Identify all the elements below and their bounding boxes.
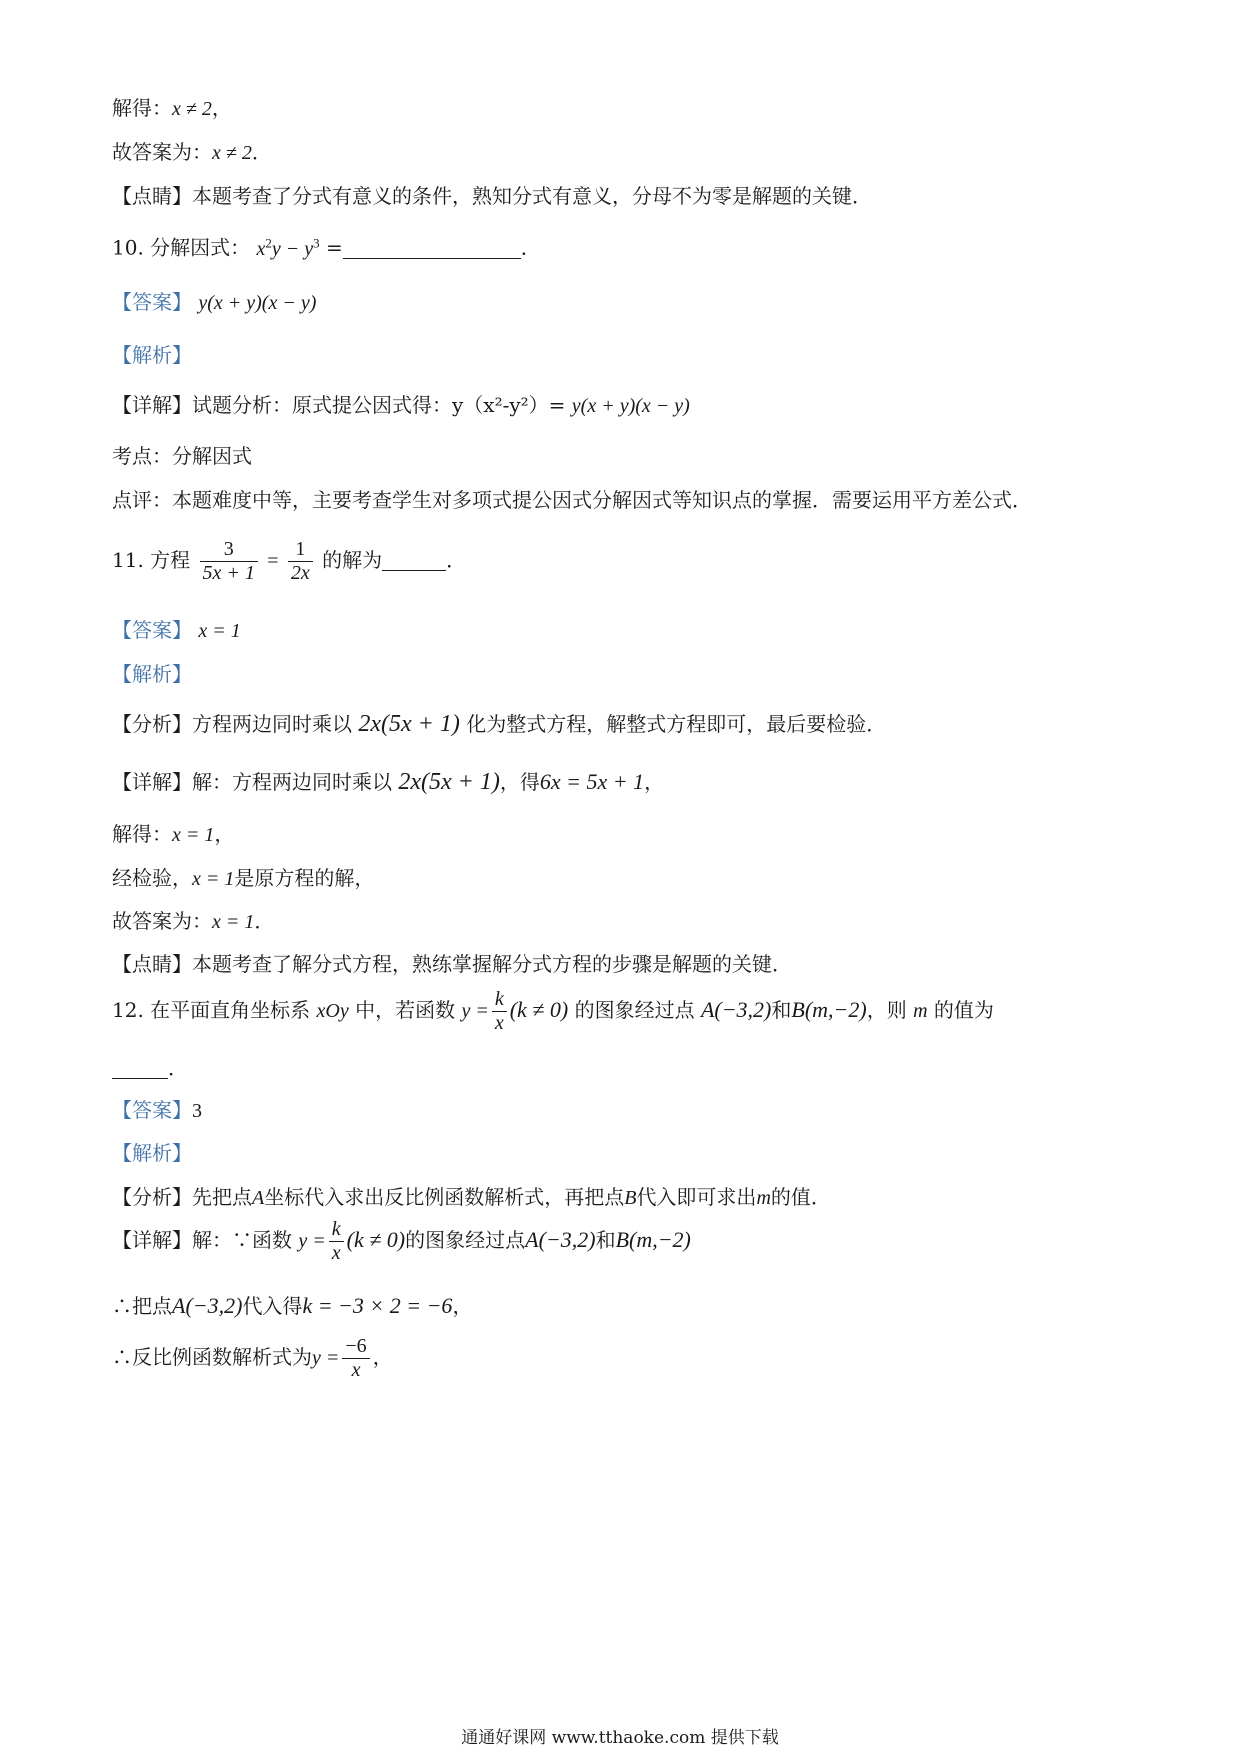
text: 和 [771, 998, 792, 1022]
math: x = 1 [192, 868, 235, 890]
math: k = −3 × 2 = −6 [302, 1293, 453, 1318]
question-number: 12. [112, 998, 144, 1022]
text: 本题考查了解分式方程，熟练掌握解分式方程的步骤是解题的关键． [192, 952, 792, 976]
q11-final [112, 911, 274, 932]
q11-solve [112, 824, 234, 845]
numerator: 1 [288, 538, 313, 562]
text: ． [168, 1056, 188, 1080]
q10-comment [112, 490, 1032, 510]
math: x = 1 [198, 620, 241, 642]
math: 6x = 5x + 1 [539, 769, 645, 794]
tag: 【详解】 [112, 1228, 192, 1252]
text: 本题考查了分式有意义的条件，熟知分式有意义，分母不为零是解题的关键． [192, 184, 872, 208]
q11-detail [112, 770, 664, 794]
q12-detail [112, 1218, 691, 1265]
math: B(m,−2) [791, 997, 867, 1022]
answer-tag: 【答案】 [112, 1098, 192, 1122]
text: = [319, 235, 343, 260]
text: 代入即可求出 [636, 1185, 757, 1209]
text: ． [446, 548, 467, 572]
q12-step2 [112, 1335, 393, 1382]
math: x = 1 [212, 911, 255, 933]
denominator: 5x + 1 [202, 562, 255, 584]
text: 先把点 [192, 1185, 252, 1209]
text: ． [254, 909, 275, 933]
math: A(−3,2) [700, 997, 772, 1022]
text: ， [644, 770, 665, 794]
math: $x^2y - y^3$ [256, 235, 320, 260]
text: 的图象经过点 [574, 998, 695, 1022]
q10-detail [112, 395, 690, 416]
numerator: 3 [200, 538, 258, 562]
text: 解：方程两边同时乘以 [192, 770, 392, 794]
math: xOy [316, 1000, 349, 1022]
text: 解：∵函数 [192, 1228, 292, 1252]
text: 化为整式方程，解整式方程即可，最后要检验． [466, 712, 887, 736]
analysis-tag: 【解析】 [112, 343, 192, 367]
denominator: 2x [290, 562, 310, 584]
q12-blank [112, 1058, 188, 1079]
math: x ≠ 2 [172, 98, 212, 120]
math: B [624, 1187, 637, 1209]
text: 经检验， [112, 866, 192, 890]
text: 故答案为： [112, 140, 212, 164]
numerator: −6 [342, 1335, 369, 1359]
tag: 【分析】 [112, 1185, 192, 1209]
fraction [342, 1335, 369, 1382]
q11-analysis [112, 664, 192, 684]
text: ， [211, 96, 232, 120]
text: ，则 [866, 998, 907, 1022]
math: y = [312, 1347, 340, 1369]
text: 坐标代入求出反比例函数解析式，再把点 [264, 1185, 625, 1209]
answer-value: 3 [192, 1100, 202, 1122]
q10-answer [112, 292, 316, 313]
text: ∴把点 [112, 1294, 172, 1318]
text: ． [251, 140, 272, 164]
text: ∴反比例函数解析式为 [112, 1345, 312, 1369]
math: m [913, 1000, 928, 1022]
question-number: 10. [112, 235, 144, 260]
question-number: 11. [112, 548, 144, 572]
fraction [329, 1218, 344, 1265]
q11-check [112, 868, 374, 889]
math: (k ≠ 0) [346, 1227, 406, 1252]
text: ， [452, 1294, 473, 1318]
q12-answer [112, 1100, 202, 1121]
math: m [756, 1187, 771, 1209]
text: 中，若函数 [355, 998, 456, 1022]
text: 的值． [770, 1185, 831, 1209]
line-dianjing-1 [112, 186, 872, 206]
text: 和 [595, 1228, 616, 1252]
line-solve-1 [112, 98, 232, 119]
tag: 【点睛】 [112, 952, 192, 976]
denominator: x [331, 1242, 341, 1264]
math: A(−3,2) [172, 1293, 243, 1318]
tag: 【分析】 [112, 712, 192, 736]
numerator: k [329, 1218, 344, 1242]
math: y = [461, 1000, 489, 1022]
analysis-tag: 【解析】 [112, 662, 192, 686]
numerator: k [492, 988, 507, 1012]
math: 2x(5x + 1) [358, 711, 460, 737]
text: ， [214, 822, 235, 846]
text: ， [372, 1345, 393, 1369]
text: 在平面直角坐标系 [150, 998, 311, 1022]
answer-tag: 【答案】 [112, 618, 192, 642]
text: 分解因式： [150, 235, 251, 260]
math: B(m,−2) [615, 1227, 691, 1252]
question-12 [112, 988, 994, 1035]
answer-tag: 【答案】 [112, 290, 192, 314]
math: y(x + y)(x − y) [571, 395, 690, 417]
text: 方程两边同时乘以 [192, 712, 352, 736]
text: ． [520, 235, 541, 260]
denominator: x [494, 1012, 504, 1034]
text: ，得 [499, 770, 540, 794]
text: 方程 [150, 548, 191, 572]
text: 是原方程的解， [234, 866, 375, 890]
question-11 [112, 538, 466, 585]
q10-point [112, 446, 252, 466]
text: 代入得 [242, 1294, 303, 1318]
q12-fenxi [112, 1187, 831, 1208]
text: 解得： [112, 96, 172, 120]
text: 考点：分解因式 [112, 444, 252, 468]
math: y = [298, 1230, 326, 1252]
answer-blank [112, 1058, 168, 1079]
tag: 【详解】 [112, 770, 192, 794]
answer-blank [382, 550, 446, 571]
math: y(x + y)(x − y) [198, 292, 317, 314]
q12-step1 [112, 1295, 472, 1317]
math: 2x(5x + 1) [398, 769, 500, 795]
math: A(−3,2) [525, 1227, 596, 1252]
text: 的图象经过点 [405, 1228, 526, 1252]
tag: 【详解】 [112, 393, 192, 417]
math: (k ≠ 0) [509, 997, 569, 1022]
math: x = 1 [172, 824, 215, 846]
q11-fenxi [112, 712, 886, 736]
fraction [288, 538, 313, 585]
fraction [492, 988, 507, 1035]
math: x ≠ 2 [212, 142, 252, 164]
text: 解得： [112, 822, 172, 846]
q11-dianjing [112, 954, 792, 974]
fraction [200, 538, 258, 585]
tag: 【点睛】 [112, 184, 192, 208]
text: 故答案为： [112, 909, 212, 933]
question-10 [112, 236, 541, 259]
equals: = [267, 550, 279, 572]
page-footer: 通通好课网 www.tthaoke.com 提供下载 [461, 1728, 779, 1748]
q12-analysis [112, 1143, 192, 1163]
text: 的值为 [933, 998, 994, 1022]
denominator: x [351, 1359, 361, 1381]
answer-blank [343, 238, 521, 259]
text: 点评：本题难度中等，主要考查学生对多项式提公因式分解因式等知识点的掌握．需要运用平方差公式． [112, 488, 1032, 512]
q10-analysis [112, 345, 192, 365]
analysis-tag: 【解析】 [112, 1141, 192, 1165]
line-answer-1 [112, 142, 272, 163]
math: A [252, 1187, 265, 1209]
q11-answer [112, 620, 241, 641]
text: 的解为 [322, 548, 383, 572]
text: 试题分析：原式提公因式得：y（x²-y²）= [192, 393, 566, 417]
